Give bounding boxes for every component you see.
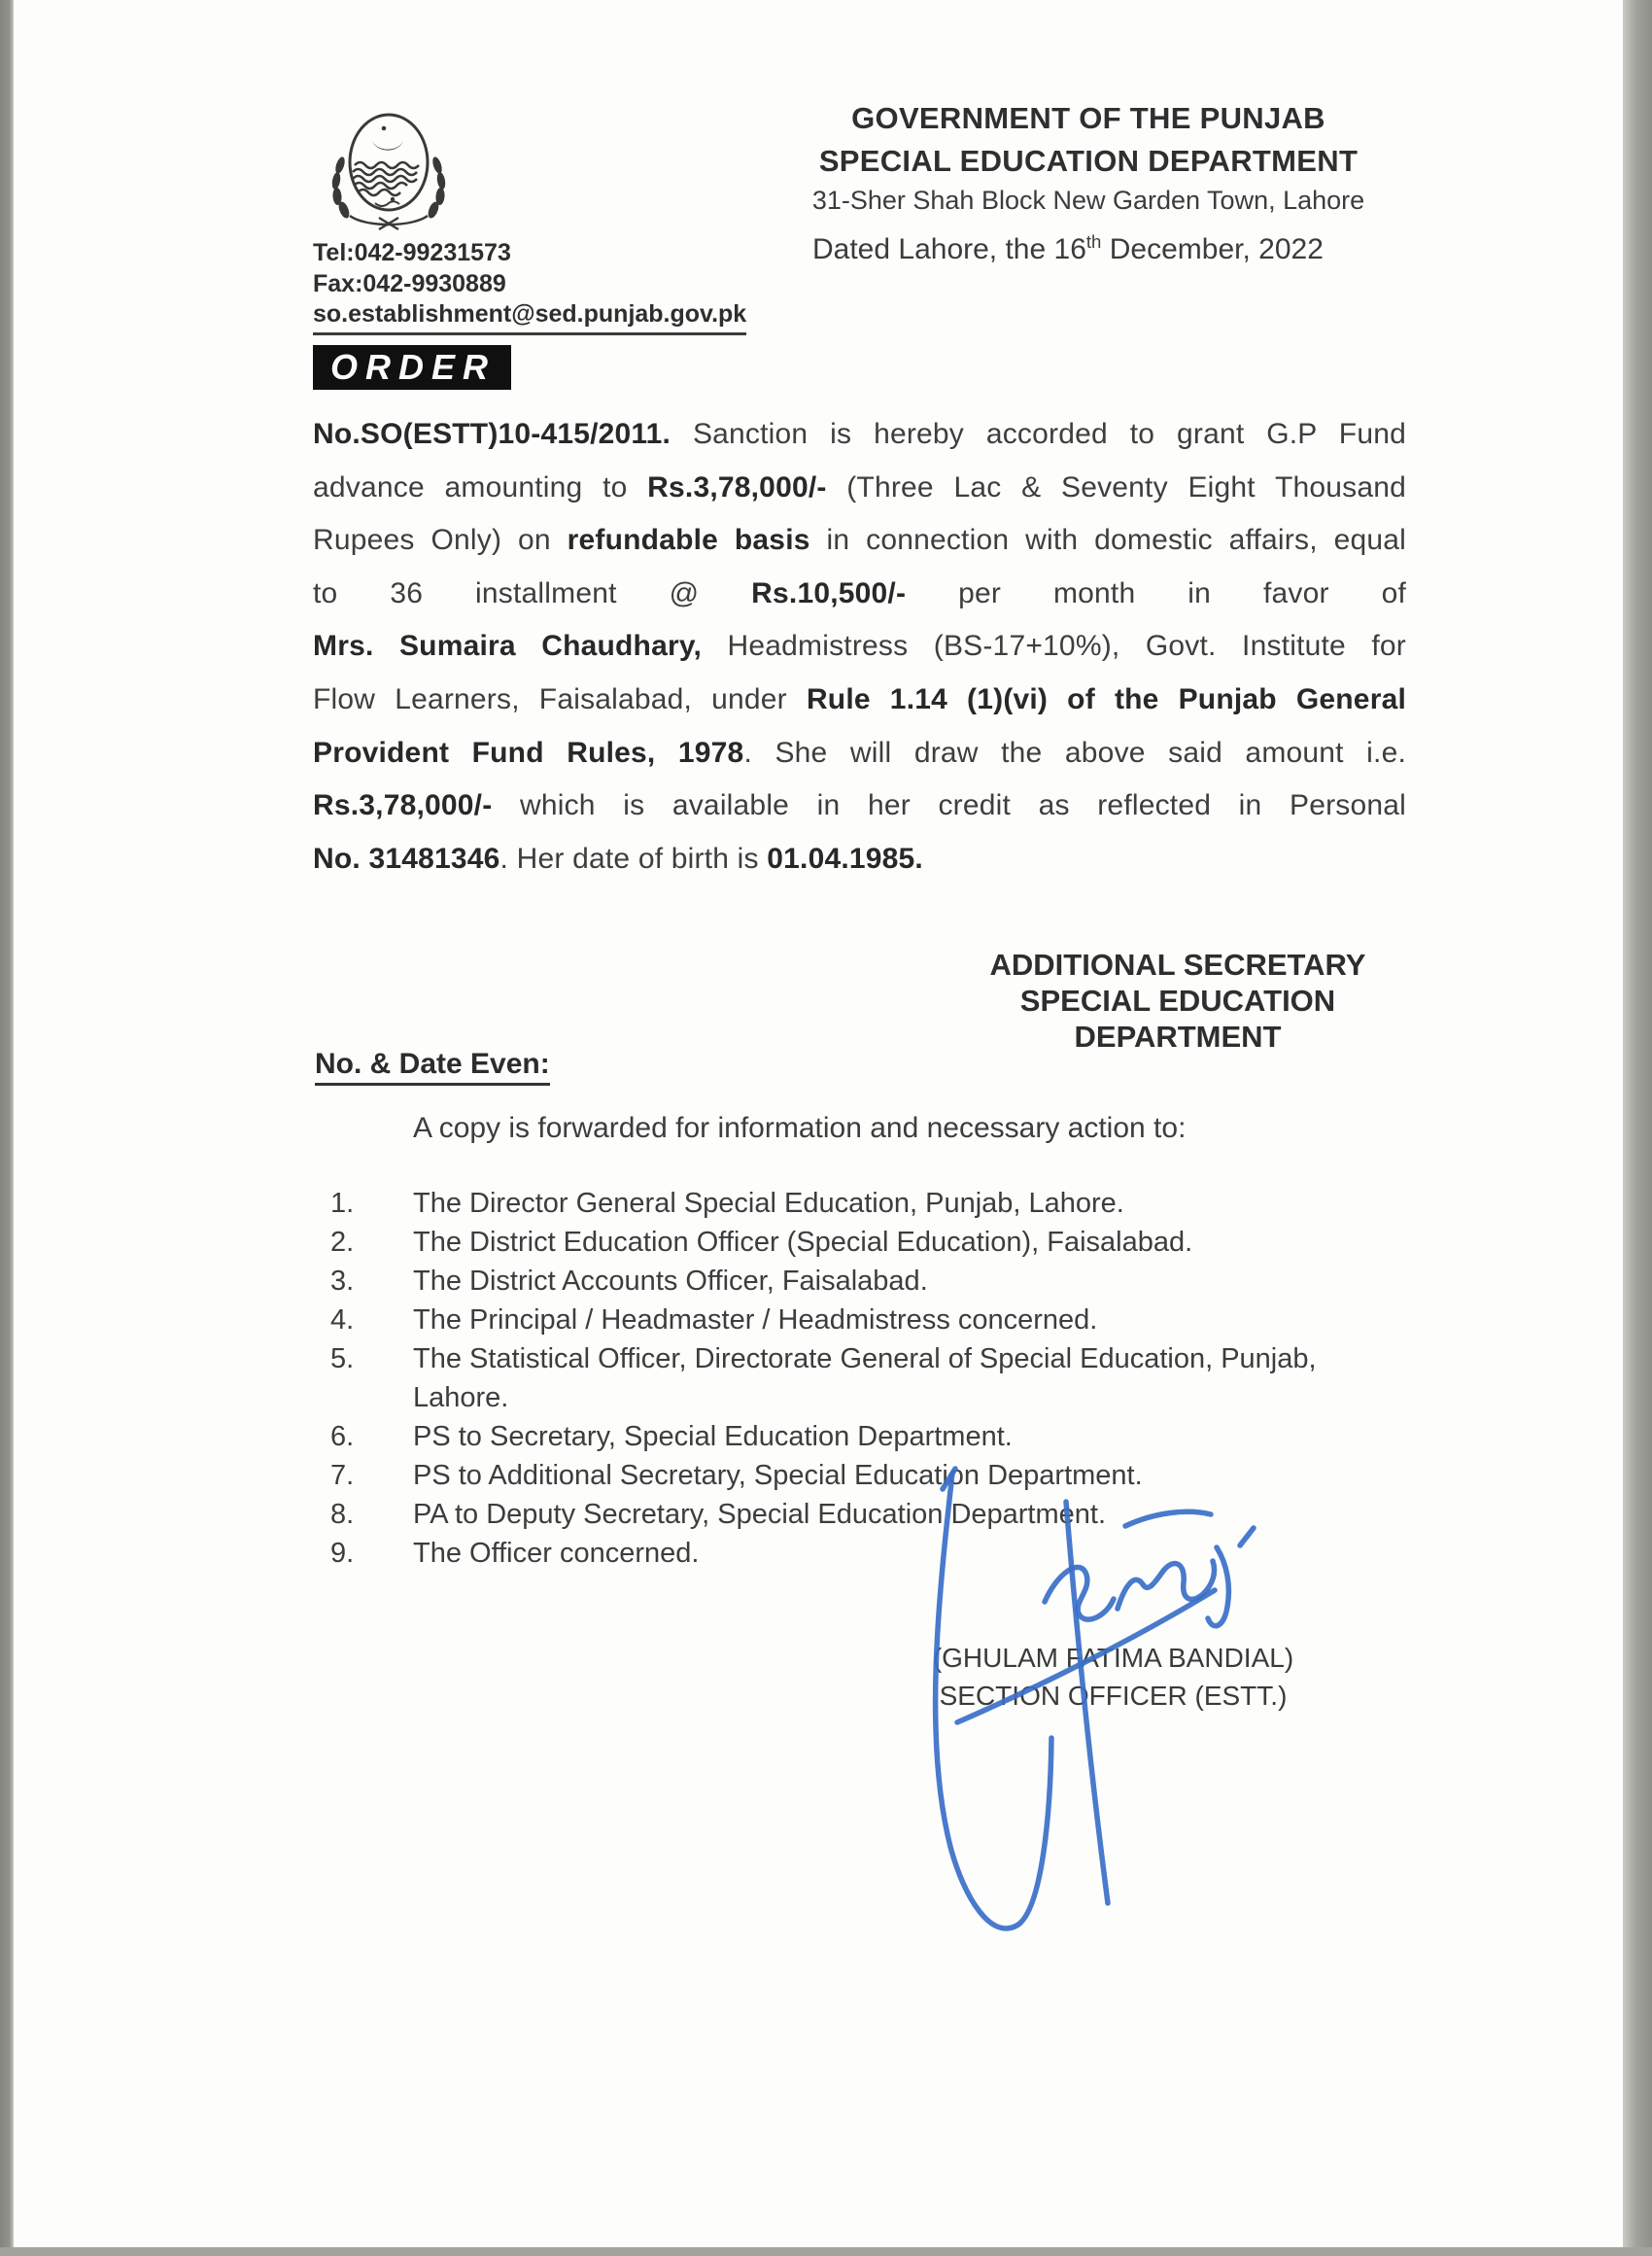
order-line-9: [313, 833, 1406, 886]
list-item: [330, 1184, 1414, 1223]
list-item: [330, 1223, 1414, 1262]
order-line-1: [313, 408, 1406, 462]
text-run: No. 31481346: [313, 842, 500, 875]
signer-name: (GHULAM FATIMA BANDIAL): [932, 1643, 1294, 1673]
order-line-5: [313, 620, 1406, 674]
date-superscript: th: [1085, 231, 1102, 252]
order-line-3: [313, 514, 1406, 568]
signatory-line2: SPECIAL EDUCATION: [1019, 984, 1336, 1018]
forwarding-list: [330, 1184, 1414, 1573]
text-run: Rupees Only) on: [313, 524, 568, 557]
text-run: Rs.10,500/-: [751, 576, 907, 609]
list-item: [330, 1262, 1414, 1301]
contact-block: [313, 238, 770, 335]
list-item-text: The District Accounts Officer, Faisalabad.: [413, 1266, 928, 1297]
reference-label: [315, 1048, 550, 1086]
scanner-edge-bottom: [0, 2247, 1652, 2256]
list-item: [330, 1301, 1414, 1339]
list-item: [330, 1417, 1414, 1456]
list-item-text: The Officer concerned.: [413, 1538, 700, 1569]
order-line-6: [313, 674, 1406, 727]
date-text-suffix: December, 2022: [1101, 233, 1324, 265]
list-item-text: PS to Secretary, Special Education Department.: [413, 1421, 1013, 1452]
text-run: 01.04.1985.: [767, 842, 923, 875]
text-run: refundable basis: [567, 524, 810, 557]
order-line-7: [313, 727, 1406, 781]
text-run: Rs.3,78,000/-: [313, 789, 493, 822]
reference-label-text: No. & Date Even:: [315, 1048, 550, 1086]
text-run: No.SO(ESTT)10-415/2011.: [313, 418, 671, 450]
order-paragraph: [313, 408, 1406, 885]
punjab-crest-icon: [307, 109, 472, 235]
text-run: Rs.3,78,000/-: [647, 470, 827, 503]
text-run: in connection with domestic affairs, equal: [809, 524, 1407, 557]
order-line-4: [313, 568, 1406, 621]
signatory-designation: [983, 947, 1372, 1055]
list-item: [330, 1456, 1414, 1495]
list-item-number: 9.: [330, 1538, 355, 1569]
contact-email: [313, 299, 770, 335]
list-item: [330, 1339, 1414, 1417]
department-title-line1: GOVERNMENT OF THE PUNJAB: [851, 101, 1325, 135]
signatory-line3: DEPARTMENT: [1074, 1020, 1282, 1054]
list-item-number: 4.: [330, 1304, 355, 1336]
text-run: . She will draw the above said amount i.e.: [743, 736, 1406, 769]
text-run: advance amounting to: [313, 470, 648, 503]
signer-title: SECTION OFFICER (ESTT.): [939, 1681, 1288, 1711]
list-item-text: The Statistical Officer, Directorate General of Special Education, Punjab, Lahore.: [413, 1343, 1317, 1413]
list-item-text: The Director General Special Education, Punjab, Lahore.: [413, 1188, 1124, 1219]
text-run: Flow Learners, Faisalabad, under: [313, 682, 807, 715]
order-line-8: [313, 780, 1406, 833]
text-run: per month in favor of: [906, 576, 1406, 609]
forwarding-intro: A copy is forwarded for information and necessary action to:: [413, 1112, 1187, 1144]
list-item: [330, 1534, 1414, 1573]
list-item-text: The District Education Officer (Special Education), Faisalabad.: [413, 1227, 1193, 1258]
order-line-2: [313, 462, 1406, 515]
list-item-number: 7.: [330, 1460, 355, 1491]
contact-tel: Tel:042-99231573: [313, 239, 511, 266]
department-address: 31-Sher Shah Block New Garden Town, Lahore: [811, 186, 1365, 215]
signer-block: [931, 1639, 1295, 1715]
scanner-edge-left: [0, 0, 14, 2256]
text-run: (Three Lac & Seventy Eight Thousand: [826, 470, 1407, 503]
date-text: Dated Lahore, the 16: [812, 233, 1086, 265]
text-run: to 36 installment @: [313, 576, 752, 609]
list-item-text: PS to Additional Secretary, Special Education Department.: [413, 1460, 1143, 1491]
contact-email-text: so.establishment@sed.punjab.gov.pk: [313, 299, 746, 335]
list-item: [330, 1495, 1414, 1534]
list-item-number: 1.: [330, 1188, 355, 1219]
scanner-edge-right: [1623, 0, 1652, 2256]
list-item-number: 6.: [330, 1421, 355, 1452]
text-run: Mrs. Sumaira Chaudhary,: [313, 630, 703, 663]
list-item-number: 8.: [330, 1499, 355, 1530]
list-item-number: 5.: [330, 1343, 355, 1374]
text-run: which is available in her credit as reflected in Personal: [492, 789, 1406, 822]
date-line: [812, 231, 1415, 266]
department-title-line2: SPECIAL EDUCATION DEPARTMENT: [818, 144, 1359, 178]
text-run: Sanction is hereby accorded to grant G.P Fund: [671, 418, 1406, 450]
signature-stroke: [1045, 1567, 1114, 1619]
list-item-number: 3.: [330, 1266, 355, 1297]
list-item-number: 2.: [330, 1227, 355, 1258]
department-header: [777, 97, 1399, 218]
signatory-line1: ADDITIONAL SECRETARY: [989, 948, 1366, 982]
text-run: Headmistress (BS-17+10%), Govt. Institute for: [702, 630, 1406, 663]
list-item-text: PA to Deputy Secretary, Special Education Department.: [413, 1499, 1107, 1530]
text-run: . Her date of birth is: [499, 842, 768, 875]
text-run: Provident Fund Rules, 1978: [313, 736, 744, 769]
list-item-text: The Principal / Headmaster / Headmistress concerned.: [413, 1304, 1098, 1336]
order-heading: ORDER: [313, 345, 511, 390]
contact-fax: Fax:042-9930889: [313, 269, 506, 297]
text-run: Rule 1.14 (1)(vi) of the Punjab General: [806, 682, 1406, 715]
